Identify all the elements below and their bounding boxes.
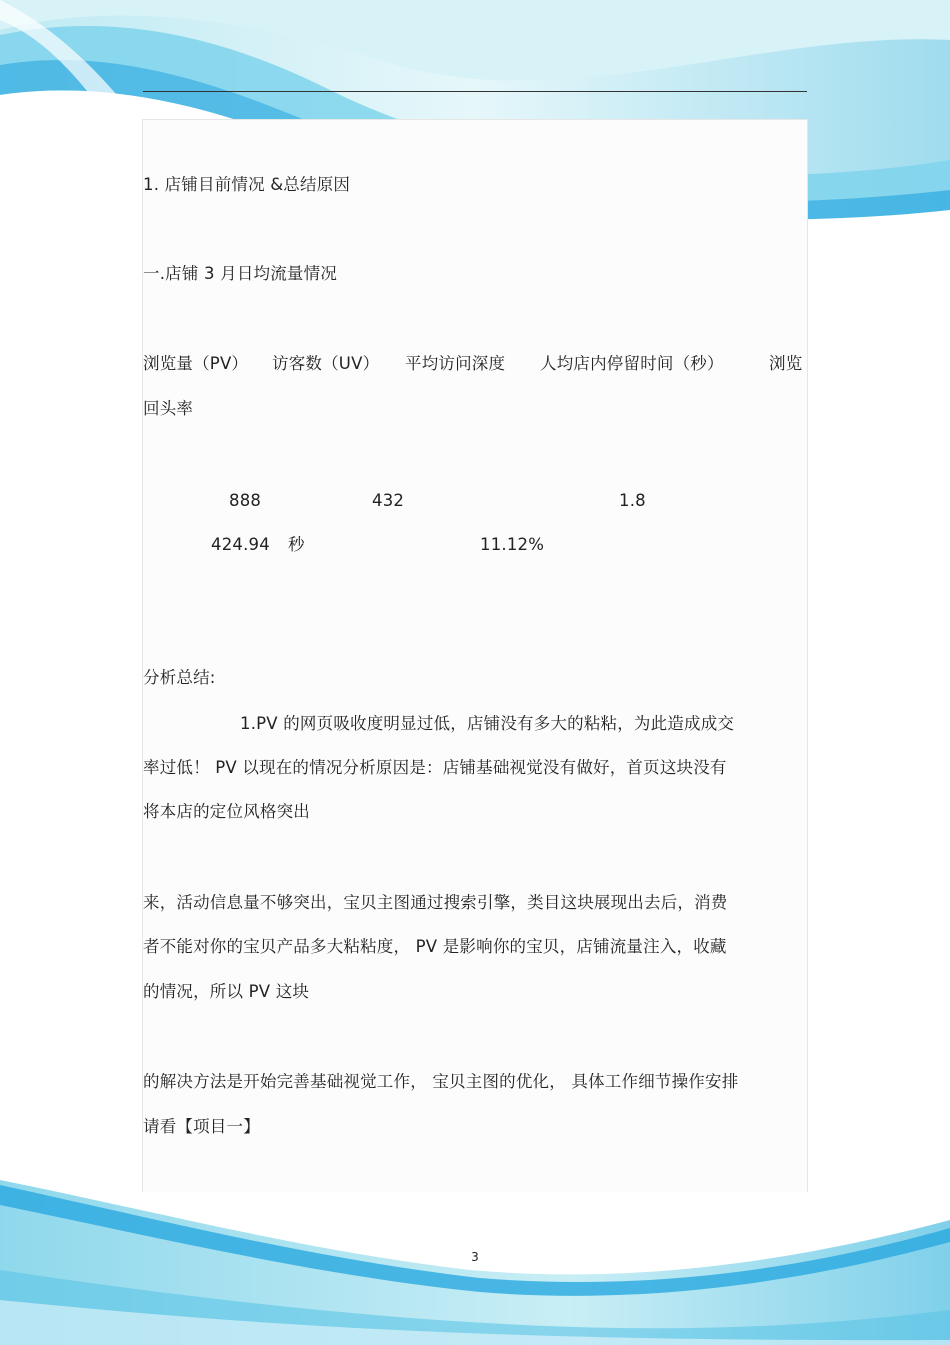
header-depth: 平均访问深度 bbox=[405, 354, 506, 373]
analysis-line: 1.PV 的网页吸收度明显过低，店铺没有多大的粘粘，为此造成成交 bbox=[240, 714, 735, 733]
analysis-line: 请看【项目一】 bbox=[143, 1117, 260, 1136]
value-pv: 888 bbox=[229, 491, 262, 510]
header-return-prefix: 浏览 bbox=[769, 354, 803, 373]
value-depth: 1.8 bbox=[619, 491, 646, 510]
analysis-line: 将本店的定位风格突出 bbox=[143, 802, 310, 821]
analysis-line: 来，活动信息量不够突出，宝贝主图通过搜索引擎，类目这块展现出去后，消费 bbox=[143, 893, 728, 912]
value-stay-unit: 秒 bbox=[288, 535, 305, 554]
header-return-suffix: 回头率 bbox=[143, 399, 194, 418]
analysis-heading: 分析总结: bbox=[143, 668, 216, 687]
header-stay: 人均店内停留时间（秒） bbox=[540, 354, 724, 373]
header-uv: 访客数（UV） bbox=[272, 354, 380, 373]
page-number: 3 bbox=[471, 1250, 479, 1264]
analysis-line: 率过低！ PV 以现在的情况分析原因是：店铺基础视觉没有做好，首页这块没有 bbox=[143, 758, 727, 777]
header-rule bbox=[143, 91, 807, 92]
value-uv: 432 bbox=[372, 491, 405, 510]
analysis-line: 者不能对你的宝贝产品多大粘粘度， PV 是影响你的宝贝，店铺流量注入，收藏 bbox=[143, 937, 727, 956]
subsection-title: 一.店铺 3 月日均流量情况 bbox=[143, 264, 338, 283]
value-return-rate: 11.12% bbox=[480, 535, 545, 554]
analysis-line: 的情况，所以 PV 这块 bbox=[143, 982, 310, 1001]
header-pv: 浏览量（PV） bbox=[143, 354, 249, 373]
analysis-line: 的解决方法是开始完善基础视觉工作， 宝贝主图的优化， 具体工作细节操作安排 bbox=[143, 1072, 739, 1091]
section-title: 1. 店铺目前情况 &总结原因 bbox=[143, 175, 351, 194]
value-stay: 424.94 bbox=[211, 535, 270, 554]
